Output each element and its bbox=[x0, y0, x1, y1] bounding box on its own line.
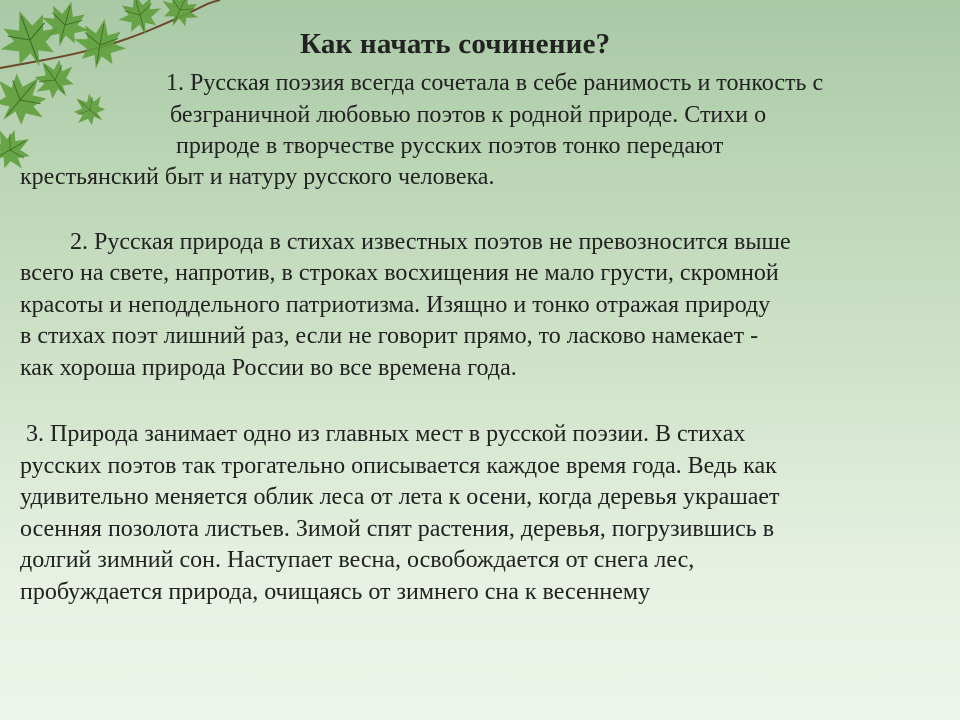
paragraph-2-line-2: всего на свете, напротив, в строках восхищения не мало грусти, скромной bbox=[20, 260, 779, 286]
paragraph-1-line-4: крестьянский быт и натуру русского человека. bbox=[20, 164, 495, 190]
paragraph-1-line-1: 1. Русская поэзия всегда сочетала в себе ранимость и тонкость с bbox=[166, 70, 824, 96]
paragraph-2-line-5: как хороша природа России во все времена года. bbox=[20, 355, 517, 381]
paragraph-3-line-4: осенняя позолота листьев. Зимой спят растения, деревья, погрузившись в bbox=[20, 516, 775, 542]
slide-title: Как начать сочинение? bbox=[300, 28, 611, 60]
paragraph-1-line-2: безграничной любовью поэтов к родной природе. Стихи о bbox=[170, 102, 767, 128]
paragraph-3-line-3: удивительно меняется облик леса от лета к осени, когда деревья украшает bbox=[20, 484, 780, 510]
paragraph-2-line-4: в стихах поэт лишний раз, если не говорит прямо, то ласково намекает - bbox=[20, 323, 759, 349]
paragraph-1-line-3: природе в творчестве русских поэтов тонко передают bbox=[176, 133, 724, 159]
paragraph-2-line-1: 2. Русская природа в стихах известных поэтов не превозносится выше bbox=[70, 229, 791, 255]
paragraph-3-line-6: пробуждается природа, очищаясь от зимнего сна к весеннему bbox=[20, 579, 651, 605]
paragraph-2-line-3: красоты и неподдельного патриотизма. Изящно и тонко отражая природу bbox=[20, 292, 771, 318]
paragraph-3-line-1: 3. Природа занимает одно из главных мест в русской поэзии. В стихах bbox=[26, 421, 746, 447]
paragraph-3-line-2: русских поэтов так трогательно описывается каждое время года. Ведь как bbox=[20, 453, 777, 479]
paragraph-3-line-5: долгий зимний сон. Наступает весна, освобождается от снега лес, bbox=[20, 547, 695, 573]
